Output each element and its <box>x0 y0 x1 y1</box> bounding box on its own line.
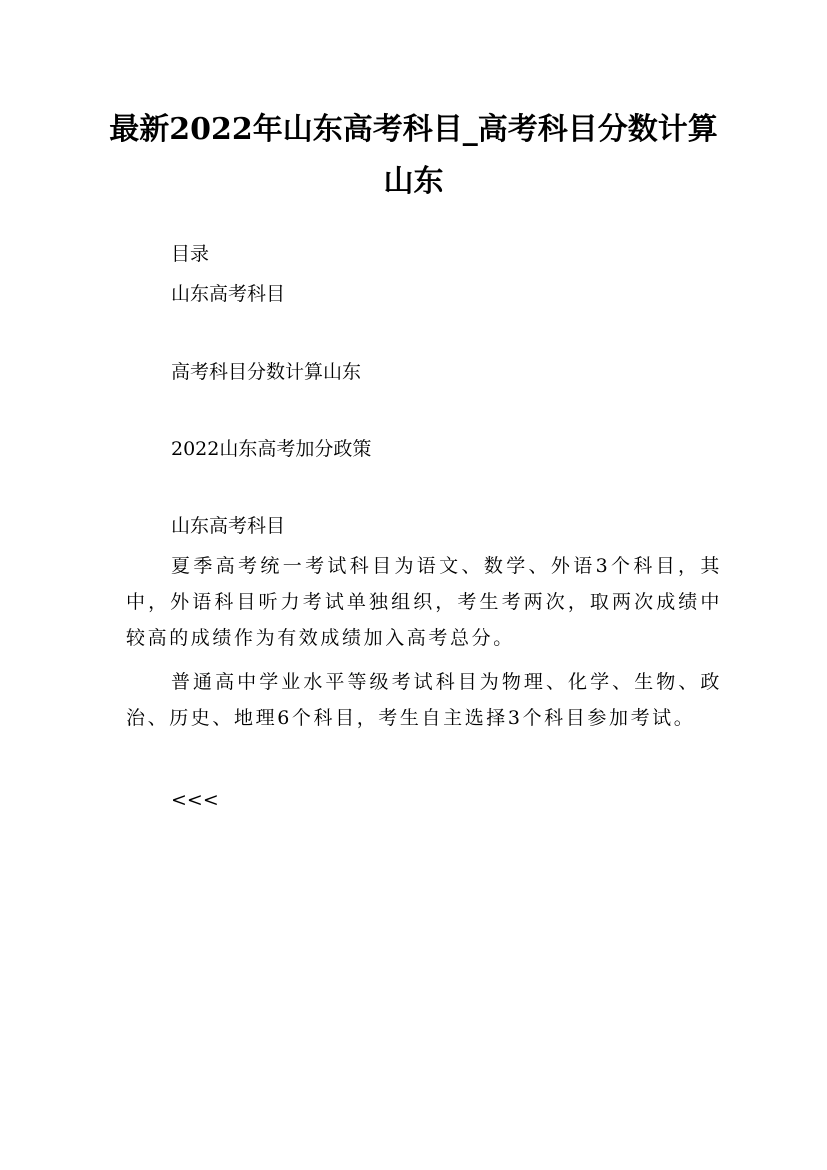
section-heading: 山东高考科目 <box>171 515 286 537</box>
toc-heading: 目录 <box>171 243 210 265</box>
document-title: 最新2022年山东高考科目_高考科目分数计算山东 <box>109 112 718 199</box>
toc-item[interactable]: 2022山东高考加分政策 <box>171 438 372 460</box>
body-paragraph: 普通高中学业水平等级考试科目为物理、化学、生物、政治、历史、地理6个科目，考生自主选择3个科目参加考试。 <box>126 671 722 729</box>
trailer-marker: <<< <box>171 789 219 811</box>
toc-item[interactable]: 山东高考科目 <box>171 283 286 305</box>
toc-item[interactable]: 高考科目分数计算山东 <box>171 361 362 383</box>
body-paragraph: 夏季高考统一考试科目为语文、数学、外语3个科目，其中，外语科目听力考试单独组织，考生考两次，取两次成绩中较高的成绩作为有效成绩加入高考总分。 <box>126 555 722 649</box>
